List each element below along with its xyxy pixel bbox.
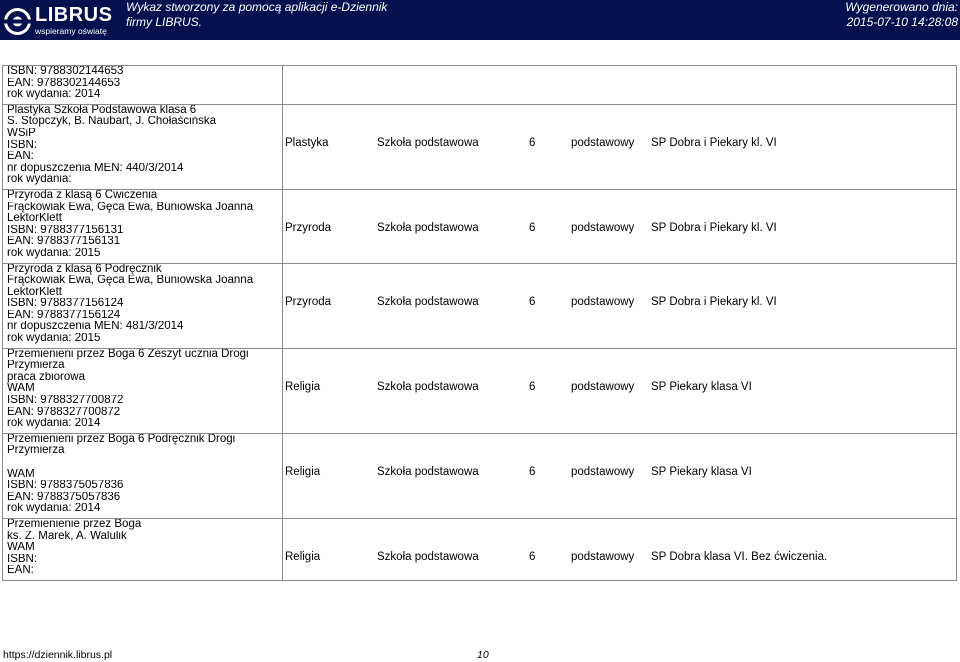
section-text: SP Dobra i Piekary kl. VI (651, 136, 777, 149)
book-info-cell (3, 348, 283, 433)
book-info-line: rok wydania: 2015 (7, 247, 101, 259)
book-info-line: Przyroda z klasą 6 Ćwiczenia (7, 189, 158, 201)
level-text: podstawowy (571, 221, 635, 234)
book-info-line: Przemienieni przez Boga 6 Zeszyt ucznia Drogi (7, 348, 249, 360)
book-info-line: praca zbiorowa (7, 371, 85, 383)
assignment-cell (283, 518, 957, 580)
book-info-line: EAN: (7, 151, 34, 163)
class-text: 6 (529, 136, 536, 149)
footer-url: https://dziennik.librus.pl (3, 649, 113, 661)
book-info-line: EAN: (7, 565, 34, 577)
book-info-line: S. Stopczyk, B. Naubart, J. Chołaścińska (7, 116, 217, 128)
subject-text: Przyroda (285, 221, 332, 234)
book-info-line: EAN: 9788375057836 (7, 491, 121, 503)
book-info-line: ISBN: 9788375057836 (7, 480, 124, 492)
book-info-line: Przemienienie przez Boga (7, 518, 142, 530)
class-text: 6 (529, 465, 536, 478)
librus-logo-icon (4, 8, 31, 35)
book-info-line: WAM (7, 542, 35, 554)
section-text: SP Piekary klasa VI (651, 380, 752, 393)
book-info-cell (3, 66, 283, 105)
book-info-line: rok wydania: 2015 (7, 333, 101, 345)
assignment-cell (283, 348, 957, 433)
book-info-cell (3, 518, 283, 580)
school-type-text: Szkoła podstawowa (377, 295, 479, 308)
book-info-line: EAN: 9788377156131 (7, 236, 121, 248)
book-info-cell (3, 433, 283, 518)
book-info-line: Frąckowiak Ewa, Gęca Ewa, Buniowska Joanna (7, 201, 254, 213)
section-text: SP Dobra klasa VI. Bez ćwiczenia. (651, 550, 828, 563)
assignment-cell (283, 66, 957, 105)
school-type-text: Szkoła podstawowa (377, 380, 479, 393)
assignment-details (283, 138, 956, 150)
table-row (3, 104, 957, 189)
book-info-line: ISBN: (7, 553, 38, 565)
book-info-line: ISBN: 9788377156124 (7, 298, 124, 310)
subject-text: Religia (285, 465, 321, 478)
book-info-line: Przyroda z klasą 6 Podręcznik (7, 263, 162, 275)
book-info-line: EAN: 9788302144653 (7, 77, 121, 89)
class-text: 6 (529, 221, 536, 234)
section-text: SP Dobra i Piekary kl. VI (651, 221, 777, 234)
book-info-line: EAN: 9788377156124 (7, 309, 121, 321)
subject-text: Religia (285, 380, 321, 393)
book-info-line: WAM (7, 383, 35, 395)
librus-logo (4, 3, 119, 37)
textbook-table (2, 65, 957, 581)
section-text: SP Piekary klasa VI (651, 465, 752, 478)
level-text: podstawowy (571, 295, 635, 308)
book-info-line: ISBN: 9788377156131 (7, 224, 124, 236)
school-type-text: Szkoła podstawowa (377, 221, 479, 234)
assignment-details (283, 552, 956, 564)
level-text: podstawowy (571, 550, 635, 563)
table-row (3, 189, 957, 263)
book-info-line: Plastyka Szkoła Podstawowa klasa 6 (7, 104, 197, 116)
school-type-text: Szkoła podstawowa (377, 465, 479, 478)
logo-tagline: wspieramy oświatę (35, 26, 107, 36)
assignment-cell (283, 433, 957, 518)
book-info-line: ISBN: (7, 139, 38, 151)
assignment-details (283, 297, 956, 309)
page-number: 10 (477, 649, 489, 661)
level-text: podstawowy (571, 380, 635, 393)
book-info-cell (3, 189, 283, 263)
book-info-line: WSiP (7, 127, 36, 139)
book-info-cell (3, 104, 283, 189)
book-info-line: LektorKlett (7, 213, 62, 225)
book-info-line: Frąckowiak Ewa, Gęca Ewa, Buniowska Joanna (7, 275, 254, 287)
level-text: podstawowy (571, 136, 635, 149)
logo-text: LIBRUS (35, 4, 113, 26)
assignment-details (283, 223, 956, 235)
generated-date: 2015-07-10 14:28:08 (846, 15, 958, 29)
assignment-details (283, 467, 956, 479)
book-info-line: Przymierza (7, 360, 65, 372)
subject-text: Plastyka (285, 136, 329, 149)
book-info-line: WAM (7, 468, 35, 480)
assignment-cell (283, 263, 957, 348)
table-body (3, 66, 957, 581)
book-info-line: rok wydania: 2014 (7, 503, 101, 515)
generated-label: Wygenerowano dnia: (845, 0, 958, 14)
subject-text: Religia (285, 550, 321, 563)
book-info-line: ISBN: 9788327700872 (7, 395, 124, 407)
section-text: SP Dobra i Piekary kl. VI (651, 295, 777, 308)
table-row (3, 263, 957, 348)
table-row (3, 66, 957, 105)
table-row (3, 348, 957, 433)
school-type-text: Szkoła podstawowa (377, 136, 479, 149)
table-row (3, 433, 957, 518)
book-info-line: nr dopuszczenia MEN: 440/3/2014 (7, 162, 184, 174)
book-info-line: ISBN: 9788302144653 (7, 66, 124, 77)
book-info-line: nr dopuszczenia MEN: 481/3/2014 (7, 321, 184, 333)
subject-text: Przyroda (285, 295, 332, 308)
book-info-line: EAN: 9788327700872 (7, 406, 121, 418)
book-info-line: ks. Z. Marek, A. Walulik (7, 530, 127, 542)
page-header (0, 0, 960, 40)
assignment-details (283, 382, 956, 394)
book-info-cell (3, 263, 283, 348)
level-text: podstawowy (571, 465, 635, 478)
assignment-cell (283, 104, 957, 189)
class-text: 6 (529, 550, 536, 563)
school-type-text: Szkoła podstawowa (377, 550, 479, 563)
book-info-line: rok wydania: (7, 174, 72, 186)
book-info-line: Przymierza (7, 445, 65, 457)
book-info-line: Przemienieni przez Boga 6 Podręcznik Drogi (7, 433, 236, 445)
book-info-line: rok wydania: 2014 (7, 418, 101, 430)
class-text: 6 (529, 380, 536, 393)
header-subtitle: firmy LIBRUS. (126, 15, 203, 29)
book-info-line (7, 457, 282, 469)
header-title: Wykaz stworzony za pomocą aplikacji e-Dziennik (126, 0, 388, 14)
class-text: 6 (529, 295, 536, 308)
assignment-cell (283, 189, 957, 263)
book-info-line: rok wydania: 2014 (7, 89, 101, 101)
table-row (3, 518, 957, 580)
book-info-line: LektorKlett (7, 286, 62, 298)
